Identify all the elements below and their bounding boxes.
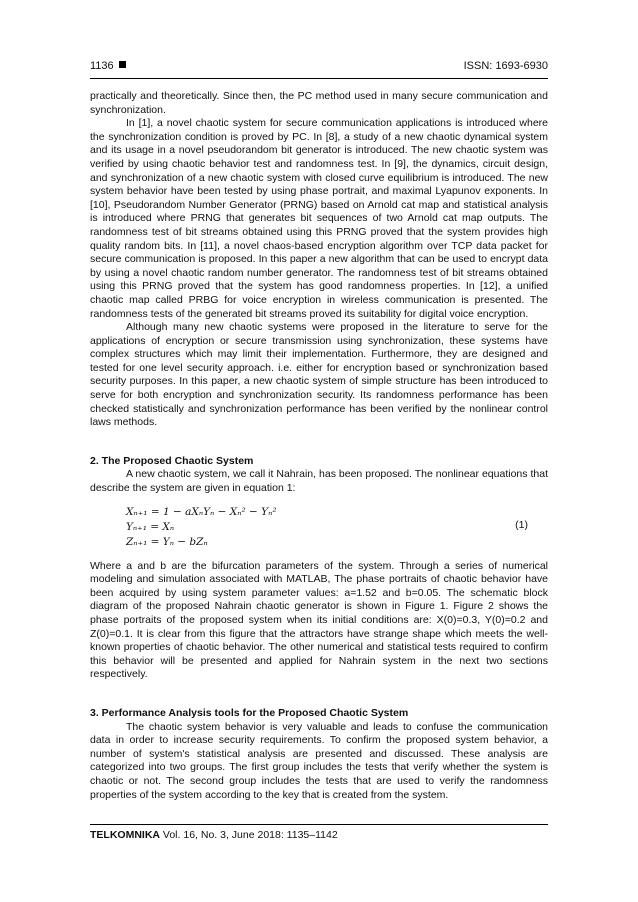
citation: Vol. 16, No. 3, June 2018: 1135–1142 xyxy=(162,829,338,841)
equation-number: (1) xyxy=(515,518,528,531)
paragraph: In [1], a novel chaotic system for secure communication applications is introduced where the synchronization condition is proved by PC. In [8], a study of a new chaotic dynamical system and its usage in a novel pseudorandom bit generator is introduced. The new chaotic system was verified by using chaotic behavior test and randomness test. In [9], the dynamics, circuit design, and synchronization of a new chaotic system with closed curve equilibrium is introduced. The new system behavior have been tested by using phase portrait, and maximal Lyapunov exponents. In [10], Pseudorandom Number Generator (PRNG) based on Arnold cat map and statistical analysis is introduced where PRNG that generates bit sequences of two Arnold cat map outputs. The randomness test of bit streams obtained using this PRNG proved that the system provides high quality random bits. In [11], a novel chaos-based encryption algorithm over TCP data packet for secure communication is proposed. In this paper a new algorithm that can be used to encrypt data by using a novel chaotic random number generator. The randomness test of bit streams obtained using this PRNG proved that the system has good randomness properties. In [12], a unified chaotic map called PRBG for voice encryption in wireless communication is presented. The randomness tests of the generated bit streams proved its suitability for digital voice encryption. xyxy=(90,117,548,320)
equation-line: Yₙ₊₁ = Xₙ xyxy=(126,520,175,533)
paragraph: practically and theoretically. Since then, the PC method used in many secure communication and synchronization. xyxy=(90,90,548,116)
paragraph: Where a and b are the bifurcation parameters of the system. Through a series of numerical modeling and simulation associated with MATLAB, The phase portraits of chaotic behavior have been acquired by using system parameter values: a=1.52 and b=0.05. The schematic block diagram of the proposed Nahrain chaotic generator is shown in Figure 1. Figure 2 shows the phase portraits of the proposed system when its initial conditions are: X(0)=0.3, Y(0)=0.2 and Z(0)=0.1. It is clear from this figure that the attractors have strange shape which meets the well-known properties of chaotic behavior. The other numerical and statistical tests required to confirm this behavior will be presented and applied for Nahrain system in the next two sections respectively. xyxy=(90,559,548,681)
page-header xyxy=(90,58,548,79)
equation-block xyxy=(90,505,548,551)
square-bullet-icon xyxy=(119,61,126,68)
issn: ISSN: 1693-6930 xyxy=(463,60,548,72)
journal-name: TELKOMNIKA xyxy=(90,829,160,841)
page-footer xyxy=(90,824,548,841)
paragraph: Although many new chaotic systems were proposed in the literature to serve for the applications of encryption or secure transmission using synchronization, these systems have complex structures which may limit their implementation. Furthermore, they are designed and tested for one level security approach. i.e. either for encryption based or synchronization based security purposes. In this paper, a new chaotic system of simple structure has been introduced to serve for both encryption and synchronization security. Its randomness performance has been checked statistically and synchronization performance has been verified by the nonlinear control laws methods. xyxy=(90,321,548,429)
paragraph: A new chaotic system, we call it Nahrain, has been proposed. The nonlinear equations that describe the system are given in equation 1: xyxy=(90,468,548,495)
equation-line: Zₙ₊₁ = Yₙ − bZₙ xyxy=(126,535,208,548)
section-title: 2. The Proposed Chaotic System xyxy=(90,454,254,467)
article-body xyxy=(90,90,548,802)
paragraph: The chaotic system behavior is very valuable and leads to confuse the communication data in order to increase security requirements. To confirm the proposed system behavior, a number of system's statistical analysis are presented and discussed. These analysis are categorized into two groups. The first group includes the tests that verify whether the system is chaotic or not. The second group includes the tests that are used to verify the randomness properties of the system according to the key that is created from the system. xyxy=(90,720,548,801)
section-title: 3. Performance Analysis tools for the Proposed Chaotic System xyxy=(90,706,409,719)
page-number: 1136 xyxy=(90,60,126,72)
equation-line: Xₙ₊₁ = 1 − aXₙYₙ − Xₙ² − Yₙ² xyxy=(126,505,277,518)
